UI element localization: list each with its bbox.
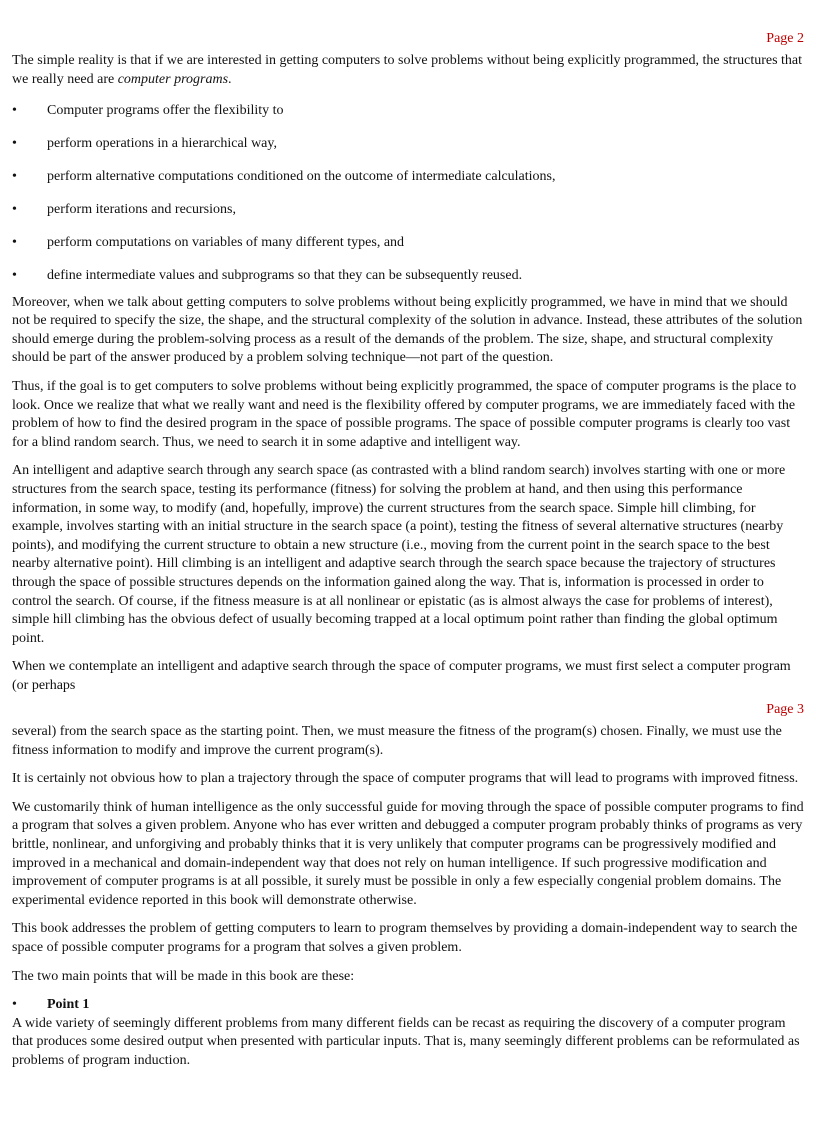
body-paragraph: An intelligent and adaptive search through any search space (as contrasted with a blind random search) involves starting with one or more structures from the search space, testing its performance (fitness) for solving the problem at hand, and then using this performance information, in some way, to modify (and, hopefully, improve) the current structures from the search space. Simple hill climbing, for example, involves starting with an initial structure in the search space (a point), testing the fitness of several alternative structures (nearby points), and modifying the current structure to obtain a new structure (i.e., moving from the current point in the search space to the best nearby alternative point). Hill climbing is an intelligent and adaptive search through the search space because the trajectory of structures through the space of possible structures depends on the information gained along the way. That is, information is processed in order to control the search. Of course, if the fitness measure is at all nonlinear or epistatic (as is almost always the case for problems of interest), simple hill climbing has the obvious defect of usually becoming trapped at a local optimum point rather than finding the global optimum point. bbox=[12, 463, 786, 646]
list-item: • define intermediate values and subprograms so that they can be subsequently reused. bbox=[12, 267, 804, 285]
page-2 bbox=[12, 30, 804, 706]
point-paragraph: A wide variety of seemingly different problems from many different fields can be recast as requiring the discovery of a computer program that produces some desired output when presented with particular inputs. That is, many seemingly different problems can be reformulated as problems of program induction. bbox=[12, 1015, 800, 1068]
page-3 bbox=[12, 701, 804, 1081]
bullet-icon: • bbox=[12, 234, 17, 250]
body-paragraph: The two main points that will be made in this book are these: bbox=[12, 968, 355, 984]
body-paragraph: several) from the search space as the starting point. Then, we must measure the fitness of the program(s) chosen. Finally, we must use the fitness information to modify and improve the current program(s). bbox=[12, 724, 782, 758]
list-item: • Computer programs offer the flexibility to bbox=[12, 102, 804, 120]
body-paragraph: It is certainly not obvious how to plan a trajectory through the space of computer programs that will lead to programs with improved fitness. bbox=[12, 771, 799, 787]
list-item: • perform iterations and recursions, bbox=[12, 201, 804, 219]
bullet-icon: • bbox=[12, 136, 17, 152]
bullet-list bbox=[12, 102, 804, 284]
bullet-icon: • bbox=[12, 103, 17, 119]
bullet-icon: • bbox=[12, 267, 17, 283]
body-paragraph: When we contemplate an intelligent and adaptive search through the space of computer programs, we must first select a computer program (or perhaps bbox=[12, 659, 791, 693]
bullet-icon: • bbox=[12, 997, 17, 1013]
page-number: Page 2 bbox=[766, 31, 804, 46]
emphasis-text: computer programs bbox=[117, 71, 229, 87]
intro-paragraph: The simple reality is that if we are interested in getting computers to solve problems without being explicitly programmed, the structures that we really need are computer programs. bbox=[12, 53, 803, 87]
bullet-icon: • bbox=[12, 201, 17, 217]
list-item: • perform alternative computations conditioned on the outcome of intermediate calculations, bbox=[12, 168, 804, 186]
bullet-icon: • bbox=[12, 168, 17, 184]
point-heading: • Point 1 bbox=[12, 996, 804, 1015]
list-item: • perform operations in a hierarchical way, bbox=[12, 135, 804, 153]
page-number: Page 3 bbox=[766, 702, 804, 717]
body-paragraph: We customarily think of human intelligence as the only successful guide for moving through the space of possible computer programs to find a program that solves a given problem. Anyone who has ever written and debugged a computer program probably thinks of programs as very brittle, nonlinear, and unforgiving and probably thinks that it is very unlikely that computer programs can be progressively modified and improved in a mechanical and domain-independent way that does not rely on human intelligence. If such progressive modification and improvement of computer programs is at all possible, it surely must be possible in only a few especially congenial problem domains. The experimental evidence reported in this book will demonstrate otherwise. bbox=[12, 799, 804, 908]
body-paragraph: This book addresses the problem of getting computers to learn to program themselves by providing a domain-independent way to search the space of possible computer programs for a program that solves a given problem. bbox=[12, 921, 798, 955]
body-paragraph: Moreover, when we talk about getting computers to solve problems without being explicitly programmed, we have in mind that we should not be required to specify the size, the shape, and the structural complexity of the solution in advance. Instead, these attributes of the solution should emerge during the problem-solving process as a result of the demands of the problem. The size, shape, and structural complexity should be part of the answer produced by a problem solving technique—not part of the question. bbox=[12, 294, 803, 366]
list-item: • perform computations on variables of many different types, and bbox=[12, 234, 804, 252]
body-paragraph: Thus, if the goal is to get computers to solve problems without being explicitly programmed, the space of computer programs is the place to look. Once we realize that what we really want and need is the flexibility offered by computer programs, we are immediately faced with the problem of how to find the desired program in the space of possible programs. The space of possible computer programs is clearly too vast for a blind random search. Thus, we need to search it in some adaptive and intelligent way. bbox=[12, 379, 797, 450]
